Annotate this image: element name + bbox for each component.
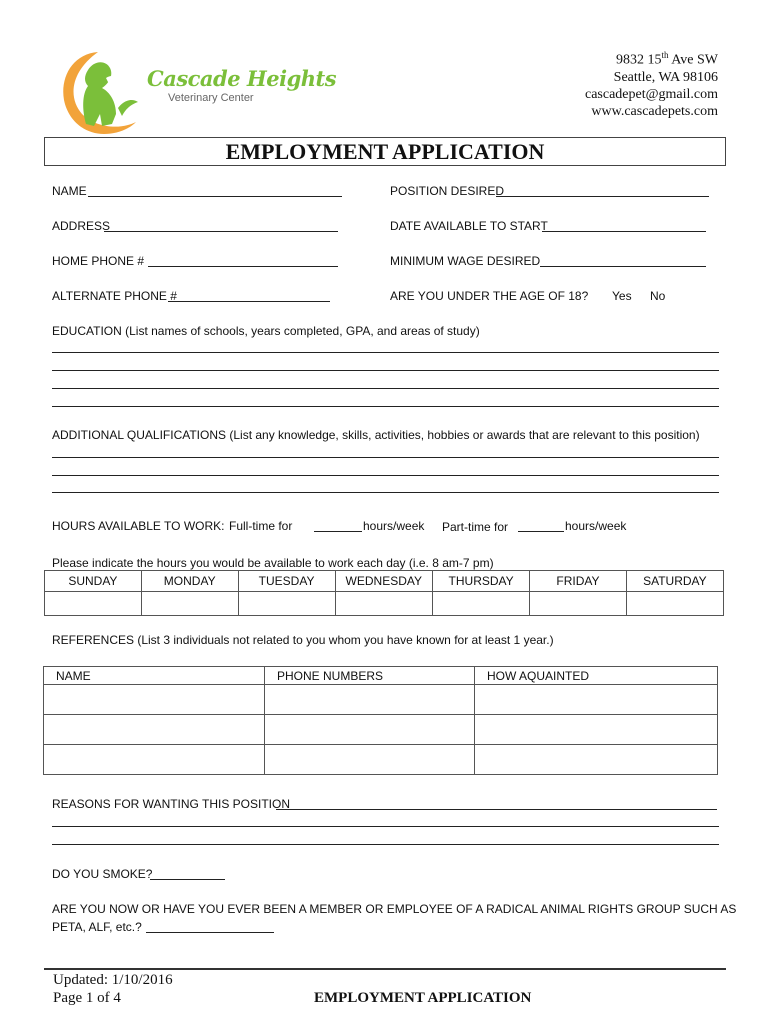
radical-field[interactable] bbox=[146, 932, 274, 933]
fulltime-label: Full-time for bbox=[229, 519, 293, 533]
hours-label: HOURS AVAILABLE TO WORK: bbox=[52, 519, 225, 533]
ref-cell[interactable] bbox=[265, 715, 475, 745]
education-line-4[interactable] bbox=[52, 406, 719, 407]
under-18-label: ARE YOU UNDER THE AGE OF 18? bbox=[390, 289, 589, 303]
address-label: ADDRESS bbox=[52, 219, 111, 233]
footer-rule bbox=[44, 968, 726, 970]
min-wage-field[interactable] bbox=[540, 266, 706, 267]
logo-subtitle: Veterinary Center bbox=[168, 92, 254, 104]
ref-cell[interactable] bbox=[475, 715, 718, 745]
day-header: FRIDAY bbox=[530, 571, 627, 592]
parttime-hours-field[interactable] bbox=[518, 531, 564, 532]
day-hours-cell[interactable] bbox=[335, 592, 432, 616]
day-header: SUNDAY bbox=[45, 571, 142, 592]
ref-cell[interactable] bbox=[44, 745, 265, 775]
days-table bbox=[44, 570, 724, 616]
title-box bbox=[44, 137, 726, 166]
date-available-label: DATE AVAILABLE TO START bbox=[390, 219, 548, 233]
min-wage-label: MINIMUM WAGE DESIRED bbox=[390, 254, 541, 268]
street-line: 9832 15th Ave SW bbox=[615, 50, 718, 68]
fulltime-hours-week: hours/week bbox=[363, 519, 425, 533]
ref-header-name: NAME bbox=[44, 667, 265, 685]
footer-title: EMPLOYMENT APPLICATION bbox=[314, 990, 532, 1006]
reasons-field-2[interactable] bbox=[52, 826, 719, 827]
reasons-label: REASONS FOR WANTING THIS POSITION bbox=[52, 797, 291, 811]
address-field[interactable] bbox=[104, 231, 338, 232]
home-phone-field[interactable] bbox=[148, 266, 338, 267]
parttime-label: Part-time for bbox=[442, 520, 509, 534]
footer-page: Page 1 of 4 bbox=[53, 990, 121, 1006]
day-header: WEDNESDAY bbox=[335, 571, 432, 592]
radical-question-line-1: ARE YOU NOW OR HAVE YOU EVER BEEN A MEMBER OR EMPLOYEE OF A RADICAL ANIMAL RIGHTS GROUP SUCH AS bbox=[52, 902, 737, 916]
qualifications-line-3[interactable] bbox=[52, 492, 719, 493]
fulltime-hours-field[interactable] bbox=[314, 531, 362, 532]
ref-cell[interactable] bbox=[265, 685, 475, 715]
qualifications-line-2[interactable] bbox=[52, 475, 719, 476]
page-title: EMPLOYMENT APPLICATION bbox=[225, 139, 545, 164]
under-18-no[interactable]: No bbox=[650, 289, 666, 303]
education-line-3[interactable] bbox=[52, 388, 719, 389]
qualifications-label: ADDITIONAL QUALIFICATIONS (List any knowledge, skills, activities, hobbies or awards that are relevant to this position) bbox=[52, 428, 700, 442]
day-header: TUESDAY bbox=[238, 571, 335, 592]
reasons-field-3[interactable] bbox=[52, 844, 719, 845]
web-line: www.cascadepets.com bbox=[591, 103, 718, 119]
ref-cell[interactable] bbox=[475, 745, 718, 775]
radical-question-line-2: PETA, ALF, etc.? bbox=[52, 920, 142, 934]
day-hours-cell[interactable] bbox=[433, 592, 530, 616]
education-label: EDUCATION (List names of schools, years completed, GPA, and areas of study) bbox=[52, 324, 480, 338]
day-hours-cell[interactable] bbox=[45, 592, 142, 616]
day-hours-cell[interactable] bbox=[238, 592, 335, 616]
email-line: cascadepet@gmail.com bbox=[585, 86, 718, 102]
name-label: NAME bbox=[52, 184, 87, 198]
alt-phone-field[interactable] bbox=[168, 301, 330, 302]
home-phone-label: HOME PHONE # bbox=[52, 254, 145, 268]
day-header: MONDAY bbox=[141, 571, 238, 592]
references-table bbox=[43, 666, 718, 775]
city-line: Seattle, WA 98106 bbox=[613, 69, 718, 85]
ref-cell[interactable] bbox=[265, 745, 475, 775]
education-line-1[interactable] bbox=[52, 352, 719, 353]
ref-header-acquainted: HOW AQUAINTED bbox=[475, 667, 718, 685]
day-hours-cell[interactable] bbox=[141, 592, 238, 616]
days-note: Please indicate the hours you would be available to work each day (i.e. 8 am-7 pm) bbox=[52, 556, 494, 570]
ref-cell[interactable] bbox=[44, 715, 265, 745]
ref-cell[interactable] bbox=[44, 685, 265, 715]
under-18-yes[interactable]: Yes bbox=[612, 289, 632, 303]
references-note: REFERENCES (List 3 individuals not related to you whom you have known for at least 1 year.) bbox=[52, 633, 554, 647]
day-header: THURSDAY bbox=[433, 571, 530, 592]
smoke-label: DO YOU SMOKE? bbox=[52, 867, 153, 881]
footer-updated: Updated: 1/10/2016 bbox=[53, 972, 173, 988]
logo-title: Cascade Heights bbox=[147, 66, 337, 91]
date-available-field[interactable] bbox=[542, 231, 706, 232]
smoke-field[interactable] bbox=[150, 879, 225, 880]
clinic-address bbox=[585, 47, 718, 120]
education-line-2[interactable] bbox=[52, 370, 719, 371]
name-field[interactable] bbox=[88, 196, 342, 197]
alt-phone-label: ALTERNATE PHONE # bbox=[52, 289, 177, 303]
parttime-hours-week: hours/week bbox=[565, 519, 627, 533]
reasons-field-1[interactable] bbox=[276, 809, 717, 810]
day-header: SATURDAY bbox=[626, 571, 723, 592]
position-field[interactable] bbox=[496, 196, 709, 197]
qualifications-line-1[interactable] bbox=[52, 457, 719, 458]
day-hours-cell[interactable] bbox=[530, 592, 627, 616]
ref-cell[interactable] bbox=[475, 685, 718, 715]
day-hours-cell[interactable] bbox=[626, 592, 723, 616]
ref-header-phone: PHONE NUMBERS bbox=[265, 667, 475, 685]
position-label: POSITION DESIRED bbox=[390, 184, 505, 198]
